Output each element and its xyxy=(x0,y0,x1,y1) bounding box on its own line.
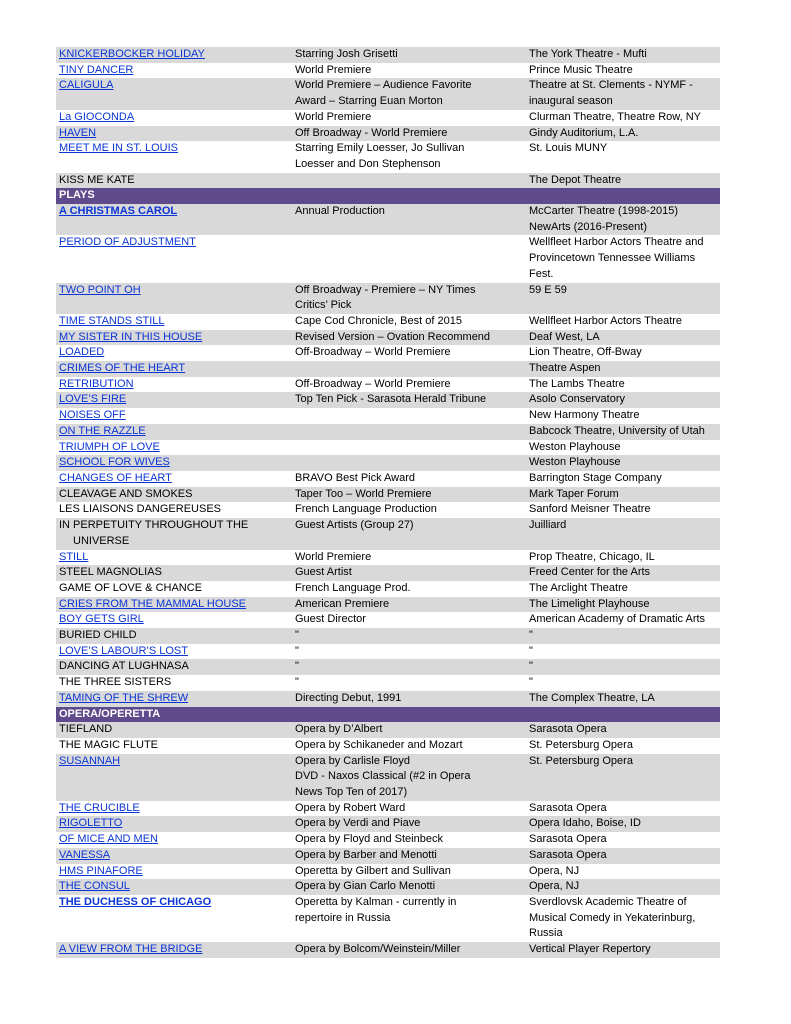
table-row xyxy=(56,722,720,738)
production-note: World Premiere – Audience Favorite Award – Starring Euan Morton xyxy=(292,78,526,109)
production-note: Opera by Carlisle Floyd DVD - Naxos Classical (#2 in Opera News Top Ten of 2017) xyxy=(292,754,526,801)
table-row xyxy=(56,440,720,456)
production-title-link[interactable]: TAMING OF THE SHREW xyxy=(59,691,189,704)
production-note: Off Broadway - World Premiere xyxy=(292,126,526,142)
table-row xyxy=(56,816,720,832)
title-cell xyxy=(56,204,292,235)
production-venue: Sarasota Opera xyxy=(529,833,607,846)
title-cell xyxy=(56,110,292,126)
production-history-table xyxy=(56,47,720,958)
title-cell xyxy=(56,502,292,518)
section-heading: PLAYS xyxy=(56,188,720,204)
production-note: Operetta by Kalman - currently in repertoire in Russia xyxy=(295,895,457,924)
production-note: Starring Emily Loesser, Jo Sullivan Loesser and Don Stephenson xyxy=(295,142,465,170)
production-note: Cape Cod Chronicle, Best of 2015 xyxy=(295,314,462,327)
production-note xyxy=(292,440,526,456)
production-note: Opera by Gian Carlo Menotti xyxy=(292,879,526,895)
production-title-link[interactable]: THE CRUCIBLE xyxy=(59,801,140,814)
production-venue: St. Louis MUNY xyxy=(529,142,608,155)
production-venue: Opera, NJ xyxy=(529,864,580,877)
production-note: Taper Too – World Premiere xyxy=(292,487,526,503)
production-venue: Freed Center for the Arts xyxy=(526,565,720,581)
table-row xyxy=(56,487,720,503)
production-note: Off-Broadway – World Premiere xyxy=(295,346,451,359)
production-venue: Opera, NJ xyxy=(526,879,720,895)
table-row xyxy=(56,801,720,817)
title-cell xyxy=(56,392,292,408)
production-venue: Opera Idaho, Boise, ID xyxy=(526,816,720,832)
production-venue: Prince Music Theatre xyxy=(529,63,633,76)
table-row xyxy=(56,942,720,958)
production-title-link[interactable]: LOVE’S LABOUR’S LOST xyxy=(59,644,188,657)
table-row xyxy=(56,754,720,801)
title-cell xyxy=(56,361,292,377)
production-note: Opera by Floyd and Steinbeck xyxy=(295,833,443,846)
production-venue: Sverdlovsk Academic Theatre of Musical Comedy in Yekaterinburg, Russia xyxy=(529,895,696,940)
production-note xyxy=(292,408,526,424)
production-venue: Vertical Player Repertory xyxy=(526,942,720,958)
title-cell xyxy=(56,330,292,346)
production-venue: The York Theatre - Mufti xyxy=(526,47,720,63)
title-cell xyxy=(56,581,292,597)
title-cell xyxy=(56,864,292,880)
production-venue: " xyxy=(526,659,720,675)
table-row xyxy=(56,832,720,848)
title-cell xyxy=(56,377,292,393)
production-note: American Premiere xyxy=(292,597,526,613)
table-row xyxy=(56,173,720,189)
table-row xyxy=(56,581,720,597)
production-venue: 59 E 59 xyxy=(526,283,720,314)
table-row xyxy=(56,345,720,361)
production-venue: " xyxy=(526,628,720,644)
production-venue: Juilliard xyxy=(526,518,720,549)
production-venue: McCarter Theatre (1998-2015) NewArts (2016-Present) xyxy=(526,204,720,235)
production-title-link[interactable]: RETRIBUTION xyxy=(59,377,134,390)
production-title-link[interactable]: A CHRISTMAS CAROL xyxy=(59,205,178,218)
production-title-link[interactable]: TRIUMPH OF LOVE xyxy=(59,440,160,453)
production-title: KISS ME KATE xyxy=(59,173,135,186)
production-title: GAME OF LOVE & CHANCE xyxy=(59,581,203,594)
production-title-continuation: UNIVERSE xyxy=(73,534,130,547)
production-venue: Sarasota Opera xyxy=(529,801,607,814)
production-note: Off-Broadway – World Premiere xyxy=(295,377,451,390)
production-note: " xyxy=(295,676,299,689)
title-cell xyxy=(56,518,292,549)
title-cell xyxy=(56,424,292,440)
title-cell xyxy=(56,848,292,864)
table-row xyxy=(56,63,720,79)
table-row xyxy=(56,597,720,613)
title-cell xyxy=(56,644,292,660)
production-title-link[interactable]: SCHOOL FOR WIVES xyxy=(59,456,170,469)
production-note: Revised Version – Ovation Recommend xyxy=(292,330,526,346)
title-cell xyxy=(56,408,292,424)
table-row xyxy=(56,691,720,707)
title-cell xyxy=(56,314,292,330)
production-note: Opera by Schikaneder and Mozart xyxy=(295,738,463,751)
title-cell xyxy=(56,565,292,581)
production-venue: Barrington Stage Company xyxy=(529,471,662,484)
title-cell xyxy=(56,141,292,172)
production-venue: " xyxy=(529,644,533,657)
production-venue: Lion Theatre, Off-Bway xyxy=(529,346,642,359)
title-cell xyxy=(56,597,292,613)
production-venue: Theatre Aspen xyxy=(526,361,720,377)
production-venue: Weston Playhouse xyxy=(526,455,720,471)
production-note: Operetta by Gilbert and Sullivan xyxy=(295,864,451,877)
production-venue: Mark Taper Forum xyxy=(526,487,720,503)
table-row xyxy=(56,314,720,330)
production-title-link[interactable]: HMS PINAFORE xyxy=(59,864,143,877)
production-note: Opera by Bolcom/Weinstein/Miller xyxy=(292,942,526,958)
production-note: Guest Artists (Group 27) xyxy=(292,518,526,549)
table-row xyxy=(56,879,720,895)
title-cell xyxy=(56,628,292,644)
production-title-link[interactable]: NOISES OFF xyxy=(59,409,126,422)
title-cell xyxy=(56,126,292,142)
title-cell xyxy=(56,440,292,456)
table-row xyxy=(56,126,720,142)
production-note xyxy=(292,235,526,282)
production-title-link[interactable]: OF MICE AND MEN xyxy=(59,833,159,846)
production-note: Annual Production xyxy=(292,204,526,235)
production-note: " xyxy=(295,644,299,657)
production-venue: The Depot Theatre xyxy=(526,173,720,189)
title-cell xyxy=(56,455,292,471)
title-cell xyxy=(56,675,292,691)
production-venue: Gindy Auditorium, L.A. xyxy=(526,126,720,142)
production-note: Opera by Robert Ward xyxy=(295,801,406,814)
table-row xyxy=(56,283,720,314)
table-row xyxy=(56,471,720,487)
production-title: CLEAVAGE AND SMOKES xyxy=(59,487,193,500)
production-title-link[interactable]: CRIES FROM THE MAMMAL HOUSE xyxy=(59,597,247,610)
table-row xyxy=(56,675,720,691)
production-note: World Premiere xyxy=(295,63,372,76)
table-row xyxy=(56,110,720,126)
production-venue: St. Petersburg Opera xyxy=(529,738,633,751)
production-title: DANCING AT LUGHNASA xyxy=(59,660,189,673)
production-title-link[interactable]: MY SISTER IN THIS HOUSE xyxy=(59,330,203,343)
production-title-link[interactable]: ON THE RAZZLE xyxy=(59,424,146,437)
production-note: " xyxy=(292,659,526,675)
production-note: Opera by D’Albert xyxy=(292,722,526,738)
production-venue: Prop Theatre, Chicago, IL xyxy=(529,550,655,563)
production-title-line: IN PERPETUITY THROUGHOUT THE xyxy=(59,519,249,532)
production-title-link[interactable]: TWO POINT OH xyxy=(59,283,141,296)
title-cell xyxy=(56,722,292,738)
production-title-link[interactable]: BOY GETS GIRL xyxy=(59,613,144,626)
production-title: TIEFLAND xyxy=(59,723,113,736)
production-title-link[interactable]: La GIOCONDA xyxy=(59,110,135,123)
production-title: THE MAGIC FLUTE xyxy=(59,738,159,751)
production-note: Directing Debut, 1991 xyxy=(292,691,526,707)
production-venue: Wellfleet Harbor Actors Theatre and Provincetown Tennessee Williams Fest. xyxy=(529,236,704,280)
production-title-link[interactable]: TINY DANCER xyxy=(59,63,134,76)
table-row xyxy=(56,361,720,377)
title-cell xyxy=(56,78,292,109)
production-note xyxy=(292,361,526,377)
table-row xyxy=(56,628,720,644)
title-cell xyxy=(56,235,292,282)
production-note: Opera by Barber and Menotti xyxy=(292,848,526,864)
table-row xyxy=(56,848,720,864)
production-venue: Sarasota Opera xyxy=(526,722,720,738)
table-row xyxy=(56,612,720,628)
production-title-link[interactable]: THE DUCHESS OF CHICAGO xyxy=(59,895,212,908)
production-title: STEEL MAGNOLIAS xyxy=(59,566,162,579)
title-cell xyxy=(56,47,292,63)
production-note: BRAVO Best Pick Award xyxy=(295,471,416,484)
production-title-link[interactable]: THE CONSUL xyxy=(59,880,130,893)
production-note: French Language Production xyxy=(295,503,437,516)
production-note: World Premiere xyxy=(295,110,372,123)
production-note: Opera by Verdi and Piave xyxy=(292,816,526,832)
table-row xyxy=(56,455,720,471)
table-row xyxy=(56,659,720,675)
production-venue: Deaf West, LA xyxy=(526,330,720,346)
production-venue: New Harmony Theatre xyxy=(529,409,640,422)
section-header-row xyxy=(56,188,720,204)
production-title-link[interactable]: PERIOD OF ADJUSTMENT xyxy=(59,236,196,249)
table-row xyxy=(56,502,720,518)
production-title-link[interactable]: LOVE’S FIRE xyxy=(59,393,127,406)
table-row xyxy=(56,565,720,581)
production-venue: The Lambs Theatre xyxy=(529,377,625,390)
title-cell xyxy=(56,754,292,801)
production-title-link[interactable]: TIME STANDS STILL xyxy=(59,314,165,327)
production-venue: Wellfleet Harbor Actors Theatre xyxy=(529,314,683,327)
table-row xyxy=(56,895,720,942)
title-cell xyxy=(56,659,292,675)
production-venue: St. Petersburg Opera xyxy=(526,754,720,801)
title-cell xyxy=(56,471,292,487)
production-title: LES LIAISONS DANGEREUSES xyxy=(59,503,221,516)
title-cell xyxy=(56,895,292,942)
production-note: Off Broadway - Premiere – NY Times Critics’ Pick xyxy=(292,283,526,314)
production-venue: American Academy of Dramatic Arts xyxy=(529,613,706,626)
production-venue: Theatre at St. Clements - NYMF - inaugural season xyxy=(526,78,720,109)
production-title-link[interactable]: CRIMES OF THE HEART xyxy=(59,362,186,375)
production-note: World Premiere xyxy=(295,550,372,563)
production-note: Top Ten Pick - Sarasota Herald Tribune xyxy=(292,392,526,408)
production-venue: The Limelight Playhouse xyxy=(526,597,720,613)
table-row xyxy=(56,141,720,172)
production-note xyxy=(292,173,526,189)
production-title: BURIED CHILD xyxy=(59,629,137,642)
production-venue: The Complex Theatre, LA xyxy=(526,691,720,707)
production-note: Guest Director xyxy=(295,613,366,626)
title-cell xyxy=(56,801,292,817)
production-note xyxy=(292,455,526,471)
production-note xyxy=(292,424,526,440)
production-title-link[interactable]: CALIGULA xyxy=(59,79,114,92)
table-body xyxy=(56,47,720,958)
title-cell xyxy=(56,173,292,189)
table-row xyxy=(56,47,720,63)
production-title-link[interactable]: SUSANNAH xyxy=(59,754,121,767)
production-title xyxy=(59,518,290,549)
production-venue: The Arclight Theatre xyxy=(529,581,628,594)
title-cell xyxy=(56,879,292,895)
production-title-link[interactable]: LOADED xyxy=(59,346,105,359)
title-cell xyxy=(56,345,292,361)
production-title-link[interactable]: HAVEN xyxy=(59,126,97,139)
title-cell xyxy=(56,487,292,503)
table-row xyxy=(56,204,720,235)
table-row xyxy=(56,330,720,346)
title-cell xyxy=(56,550,292,566)
table-row xyxy=(56,392,720,408)
table-row xyxy=(56,518,720,549)
title-cell xyxy=(56,691,292,707)
table-row xyxy=(56,408,720,424)
title-cell xyxy=(56,832,292,848)
table-row xyxy=(56,235,720,282)
production-title: THE THREE SISTERS xyxy=(59,676,172,689)
table-row xyxy=(56,78,720,109)
section-header-row xyxy=(56,707,720,723)
production-venue: Clurman Theatre, Theatre Row, NY xyxy=(529,110,702,123)
title-cell xyxy=(56,942,292,958)
title-cell xyxy=(56,283,292,314)
production-venue: " xyxy=(529,676,533,689)
production-title-link[interactable]: VANESSA xyxy=(59,848,111,861)
table-row xyxy=(56,864,720,880)
production-venue: Weston Playhouse xyxy=(529,440,621,453)
title-cell xyxy=(56,816,292,832)
production-venue: Babcock Theatre, University of Utah xyxy=(526,424,720,440)
production-venue: Asolo Conservatory xyxy=(526,392,720,408)
production-title-link[interactable]: RIGOLETTO xyxy=(59,817,123,830)
table-row xyxy=(56,377,720,393)
production-note: Guest Artist xyxy=(292,565,526,581)
production-title-link[interactable]: A VIEW FROM THE BRIDGE xyxy=(59,943,203,956)
title-cell xyxy=(56,738,292,754)
table-row xyxy=(56,550,720,566)
production-title-link[interactable]: KNICKERBOCKER HOLIDAY xyxy=(59,48,205,60)
production-note: Starring Josh Grisetti xyxy=(292,47,526,63)
production-title-link[interactable]: CHANGES OF HEART xyxy=(59,471,172,484)
production-title-link[interactable]: STILL xyxy=(59,550,89,563)
table-row xyxy=(56,424,720,440)
production-venue: Sanford Meisner Theatre xyxy=(529,503,651,516)
table-row xyxy=(56,738,720,754)
title-cell xyxy=(56,612,292,628)
section-heading: OPERA/OPERETTA xyxy=(56,707,720,723)
title-cell xyxy=(56,63,292,79)
production-note: French Language Prod. xyxy=(295,581,411,594)
production-title-link[interactable]: MEET ME IN ST. LOUIS xyxy=(59,142,178,155)
table-row xyxy=(56,644,720,660)
production-note: " xyxy=(292,628,526,644)
production-venue: Sarasota Opera xyxy=(526,848,720,864)
